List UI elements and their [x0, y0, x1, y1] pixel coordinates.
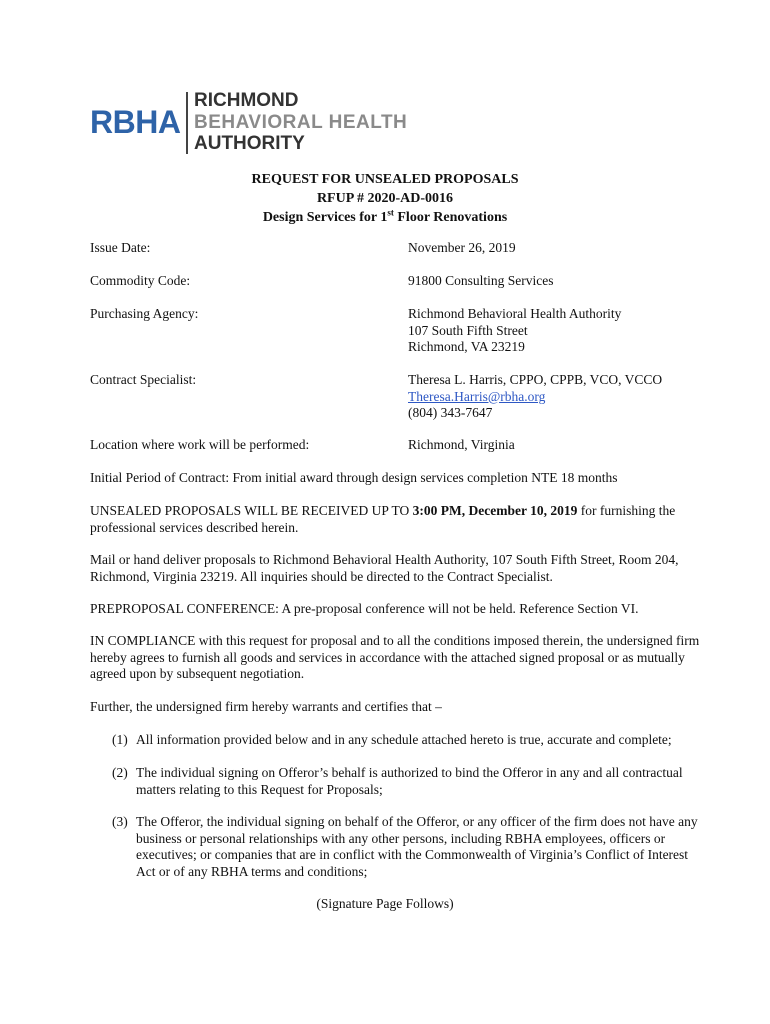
further-paragraph: Further, the undersigned firm hereby warrants and certifies that – [90, 699, 442, 714]
received-pre: UNSEALED PROPOSALS WILL BE RECEIVED UP TO [90, 503, 413, 518]
received-paragraph [90, 503, 702, 536]
logo-mark: RBHA [90, 104, 181, 140]
list-item [112, 732, 702, 749]
list-item-text: The individual signing on Offeror’s behalf is authorized to bind the Offeror in any and all contractual matters relating to this Request for Proposals; [136, 765, 683, 797]
logo-line-1: RICHMOND [194, 90, 299, 111]
list-item-text: All information provided below and in any schedule attached hereto is true, accurate and complete; [136, 732, 672, 747]
preproposal-paragraph: PREPROPOSAL CONFERENCE: A pre-proposal conference will not be held. Reference Section VI. [90, 601, 639, 616]
title-line-3-sup: st [387, 207, 394, 218]
compliance-paragraph: IN COMPLIANCE with this request for proposal and to all the conditions imposed therein, the undersigned firm hereby agrees to furnish all goods and services in accordance with the attached signed proposal or as mutually agreed upon by subsequent negotiation. [90, 633, 700, 681]
title-line-3 [0, 208, 770, 227]
specialist-email-link[interactable]: Theresa.Harris@rbha.org [408, 388, 546, 404]
title-line-2: RFUP # 2020-AD-0016 [316, 191, 454, 206]
specialist-phone: (804) 343-7647 [408, 405, 493, 420]
commodity-code-label: Commodity Code: [90, 273, 191, 288]
issue-date-value: November 26, 2019 [408, 240, 516, 255]
agency-city: Richmond, VA 23219 [408, 339, 525, 354]
mail-paragraph: Mail or hand deliver proposals to Richmond Behavioral Health Authority, 107 South Fifth Street, Room 204, Richmond, Virginia 23219. All inquiries should be directed to the Contract Specialist. [90, 552, 679, 584]
location-value: Richmond, Virginia [408, 437, 515, 452]
list-item-number: (1) [112, 732, 128, 747]
logo-wordmark [194, 90, 407, 155]
logo-line-3: AUTHORITY [194, 133, 305, 154]
agency-name: Richmond Behavioral Health Authority [408, 306, 622, 321]
list-item [112, 765, 702, 798]
agency-street: 107 South Fifth Street [408, 322, 528, 338]
initial-period-paragraph: Initial Period of Contract: From initial award through design services completion NTE 18 months [90, 470, 618, 485]
title-line-1: REQUEST FOR UNSEALED PROPOSALS [251, 172, 519, 187]
purchasing-agency-label: Purchasing Agency: [90, 306, 199, 321]
contract-specialist-value [408, 372, 662, 422]
title-line-3-pre: Design Services for 1 [262, 210, 388, 225]
rbha-logo [90, 90, 430, 156]
purchasing-agency-value [408, 306, 621, 356]
list-item [112, 814, 702, 880]
signature-note: (Signature Page Follows) [316, 896, 454, 911]
list-item-number: (2) [112, 765, 128, 780]
logo-divider [186, 92, 188, 154]
list-item-number: (3) [112, 814, 128, 829]
received-deadline: 3:00 PM, December 10, 2019 [412, 503, 578, 518]
contract-specialist-label: Contract Specialist: [90, 372, 197, 387]
received-post: for furnishing the professional services described herein. [90, 503, 676, 535]
title-line-3-post: Floor Renovations [393, 210, 508, 225]
issue-date-label: Issue Date: [90, 240, 151, 255]
location-label: Location where work will be performed: [90, 437, 310, 452]
commodity-code-value: 91800 Consulting Services [408, 273, 554, 288]
logo-line-2: BEHAVIORAL HEALTH [194, 111, 408, 133]
specialist-name: Theresa L. Harris, CPPO, CPPB, VCO, VCCO [408, 372, 663, 387]
document-title [0, 170, 770, 227]
list-item-text: The Offeror, the individual signing on behalf of the Offeror, or any officer of the firm does not have any business or personal relationships with any other persons, including RBHA employees, officers or executives; or companies that are in conflict with the Commonwealth of Virginia’s Conflict of Interest Act or of any RBHA terms and conditions; [136, 814, 698, 879]
